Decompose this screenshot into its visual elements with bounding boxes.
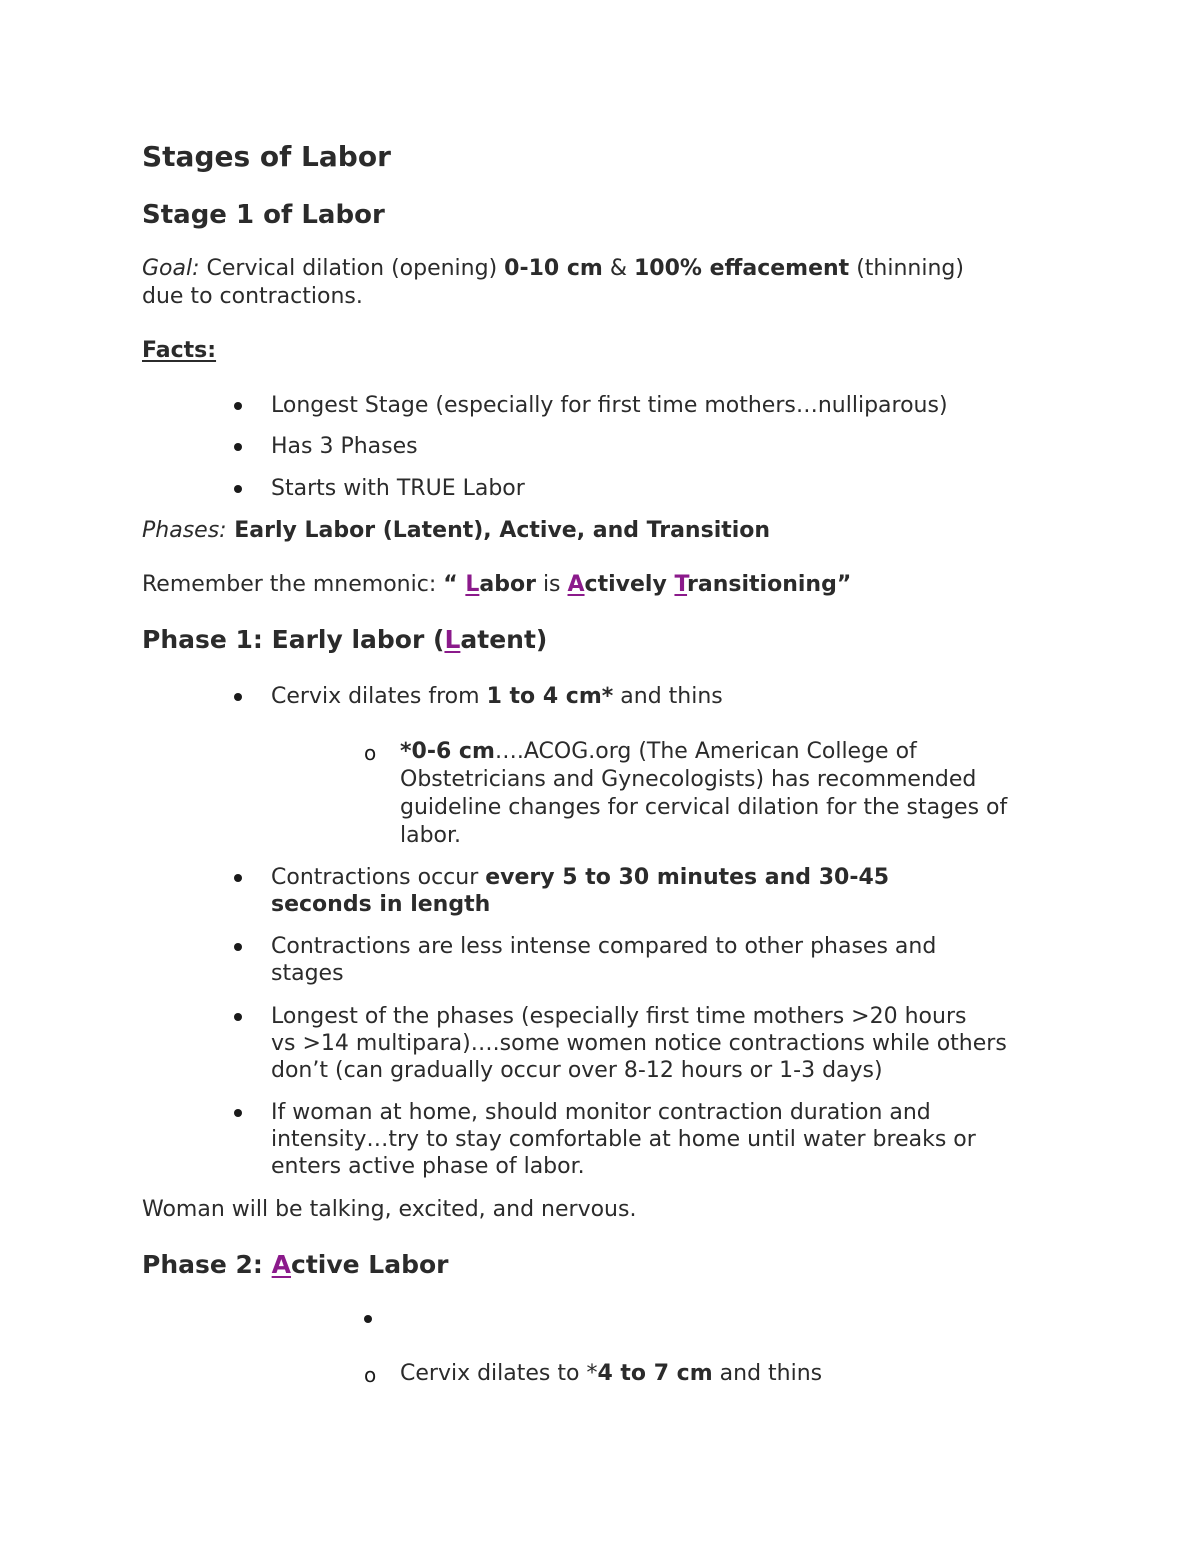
phase-2-sub-line bbox=[400, 1360, 822, 1388]
mnemonic-is: is bbox=[535, 572, 568, 597]
phase-1-bullet-2-bold-2: seconds in length bbox=[271, 892, 491, 917]
fact-item-1: Longest Stage (especially for first time mothers…nulliparous) bbox=[271, 393, 948, 418]
phase-1-bullet-2-text: Contractions occur bbox=[271, 865, 486, 890]
woman-note: Woman will be talking, excited, and nervous. bbox=[142, 1197, 637, 1222]
mnemonic-letter-a: A bbox=[567, 572, 585, 597]
mnemonic-word-1: abor bbox=[479, 572, 536, 597]
mnemonic-line bbox=[142, 571, 851, 599]
phase-1-bullet-4-line-3: don’t (can gradually occur over 8-12 hours or 1-3 days) bbox=[271, 1058, 883, 1083]
bullet-icon bbox=[234, 1109, 242, 1117]
phase-1-bullet-5-line-2: intensity…try to stay comfortable at home until water breaks or bbox=[271, 1127, 976, 1152]
phase-1-bullet-2-bold-1: every 5 to 30 minutes and 30-45 bbox=[485, 865, 890, 890]
phases-label: Phases: bbox=[142, 518, 227, 543]
phase-2-heading-letter: A bbox=[271, 1250, 291, 1279]
phase-1-sub-line-1 bbox=[400, 738, 917, 766]
mnemonic-word-2: ctively bbox=[584, 572, 675, 597]
phase-1-bullet-2-line-2 bbox=[271, 891, 490, 918]
phase-1-bullet-4-line-2: vs >14 multipara)….some women notice contractions while others bbox=[271, 1031, 1007, 1056]
fact-item-2: Has 3 Phases bbox=[271, 434, 418, 459]
sub-bullet-icon: o bbox=[364, 741, 377, 765]
mnemonic-prefix: Remember the mnemonic: bbox=[142, 572, 444, 597]
phase-1-bullet-1-text-a: Cervix dilates from bbox=[271, 684, 487, 709]
stage-1-heading: Stage 1 of Labor bbox=[142, 200, 385, 230]
phases-line bbox=[142, 517, 770, 545]
goal-text-1: Cervical dilation (opening) bbox=[199, 256, 505, 281]
phase-1-sub-line-3: guideline changes for cervical dilation for the stages of bbox=[400, 795, 1008, 820]
phase-2-sub-text-a: Cervix dilates to * bbox=[400, 1361, 598, 1386]
goal-effacement: 100% effacement bbox=[634, 256, 850, 281]
phase-1-sub-line-2: Obstetricians and Gynecologists) has recommended bbox=[400, 767, 977, 792]
phase-1-bullet-5-line-1: If woman at home, should monitor contraction duration and bbox=[271, 1100, 931, 1125]
phase-2-sub-text-b: and thins bbox=[712, 1361, 823, 1386]
phases-value: Early Labor (Latent), Active, and Transition bbox=[226, 518, 771, 543]
phase-1-bullet-3-line-1: Contractions are less intense compared to other phases and bbox=[271, 934, 937, 959]
mnemonic-open-quote: “ bbox=[443, 572, 466, 597]
phase-2-heading-prefix: Phase 2: bbox=[142, 1250, 272, 1279]
mnemonic-letter-t: T bbox=[674, 572, 688, 597]
phase-2-heading bbox=[142, 1249, 449, 1281]
goal-text-3: (thinning) bbox=[849, 256, 964, 281]
phase-1-bullet-4-line-1: Longest of the phases (especially first time mothers >20 hours bbox=[271, 1004, 967, 1029]
bullet-icon bbox=[234, 874, 242, 882]
goal-label: Goal: bbox=[142, 256, 200, 281]
sub-bullet-icon: o bbox=[364, 1363, 377, 1387]
phase-1-heading-suffix: atent) bbox=[460, 625, 548, 654]
phase-1-heading-letter: L bbox=[444, 625, 461, 654]
bullet-icon bbox=[234, 693, 242, 701]
bullet-icon bbox=[234, 943, 242, 951]
phase-1-bullet-3-line-2: stages bbox=[271, 961, 344, 986]
page-title: Stages of Labor bbox=[142, 140, 391, 173]
goal-line-1 bbox=[142, 255, 964, 283]
bullet-icon bbox=[234, 485, 242, 493]
bullet-icon bbox=[234, 402, 242, 410]
phase-1-bullet-2-line-1 bbox=[271, 864, 889, 891]
phase-1-sub-line-4: labor. bbox=[400, 823, 462, 848]
phase-1-heading bbox=[142, 624, 547, 656]
bullet-icon bbox=[364, 1315, 372, 1323]
phase-2-sub-range: 4 to 7 cm bbox=[597, 1361, 713, 1386]
goal-line-2: due to contractions. bbox=[142, 284, 363, 309]
phase-1-bullet-1 bbox=[271, 683, 723, 710]
bullet-icon bbox=[234, 443, 242, 451]
mnemonic-letter-l: L bbox=[465, 572, 480, 597]
phase-2-heading-suffix: ctive Labor bbox=[291, 1250, 449, 1279]
phase-1-heading-prefix: Phase 1: Early labor ( bbox=[142, 625, 445, 654]
facts-label: Facts: bbox=[142, 338, 217, 363]
phase-1-bullet-1-text-b: and thins bbox=[613, 684, 723, 709]
bullet-icon bbox=[234, 1013, 242, 1021]
phase-1-sub-text-1: ….ACOG.org (The American College of bbox=[494, 739, 917, 764]
fact-item-3: Starts with TRUE Labor bbox=[271, 476, 525, 501]
goal-text-2: & bbox=[602, 256, 634, 281]
phase-1-bullet-5-line-3: enters active phase of labor. bbox=[271, 1154, 585, 1179]
mnemonic-word-3: ransitioning” bbox=[687, 572, 852, 597]
phase-1-bullet-1-range: 1 to 4 cm* bbox=[486, 684, 614, 709]
phase-1-sub-range: *0-6 cm bbox=[400, 739, 495, 764]
goal-dilation-range: 0-10 cm bbox=[504, 256, 603, 281]
